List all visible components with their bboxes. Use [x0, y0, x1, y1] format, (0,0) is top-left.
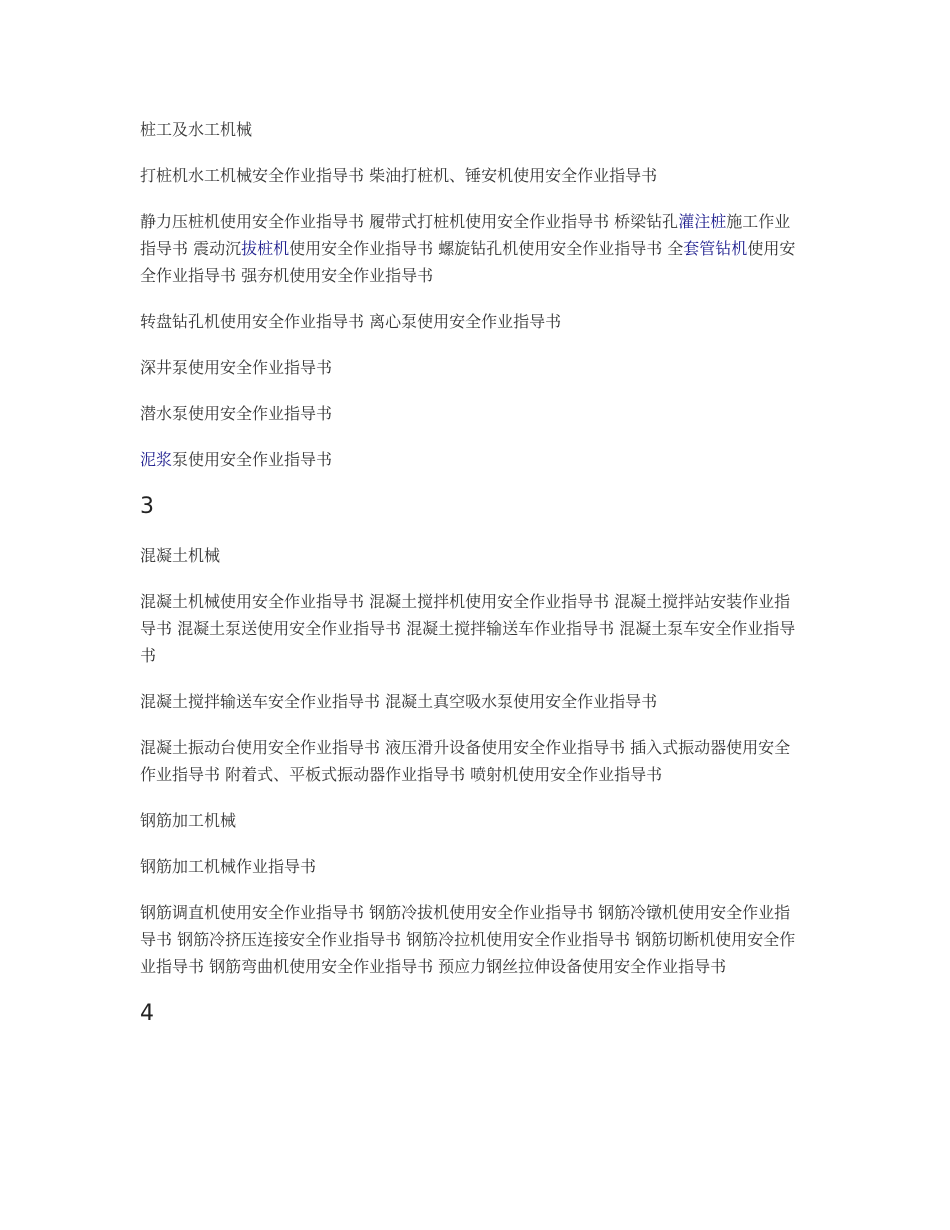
section-heading-concrete: 混凝土机械: [140, 546, 221, 565]
document-content: [140, 116, 805, 1049]
paragraph-pile-machines: [140, 208, 805, 289]
paragraph-deep-well-pump: 深井泵使用安全作业指导书: [140, 358, 333, 377]
paragraph-rebar-machines: 钢筋调直机使用安全作业指导书 钢筋冷拔机使用安全作业指导书 钢筋冷镦机使用安全作业指导书 钢筋冷挤压连接安全作业指导书 钢筋冷拉机使用安全作业指导书 钢筋切断机使用安全作业指导书 钢筋弯曲机使用安全作业指导书 预应力钢丝拉伸设备使用安全作业指导书: [140, 903, 796, 976]
paragraph-concrete-truck: 混凝土搅拌输送车安全作业指导书 混凝土真空吸水泵使用安全作业指导书: [140, 692, 658, 711]
section-heading-pile-water: 桩工及水工机械: [140, 120, 253, 139]
text-segment: 泵使用安全作业指导书: [172, 450, 333, 469]
link-mud[interactable]: 泥浆: [140, 450, 173, 469]
paragraph-concrete-vibrator: 混凝土振动台使用安全作业指导书 液压滑升设备使用安全作业指导书 插入式振动器使用安全作业指导书 附着式、平板式振动器作业指导书 喷射机使用安全作业指导书: [140, 738, 791, 784]
link-pile-extractor[interactable]: 拔桩机: [241, 239, 290, 258]
page-number: 4: [140, 1001, 154, 1026]
paragraph-rotary-drill: 转盘钻孔机使用安全作业指导书 离心泵使用安全作业指导书: [140, 312, 562, 331]
text-segment: 使用安全作业指导书 强夯机使用安全作业指导书: [140, 239, 796, 285]
page-number: 3: [140, 494, 154, 519]
link-cast-in-place-pile[interactable]: 灌注桩: [678, 212, 727, 231]
section-heading-rebar: 钢筋加工机械: [140, 811, 237, 830]
text-segment: 静力压桩机使用安全作业指导书 履带式打桩机使用安全作业指导书 桥梁钻孔: [140, 212, 679, 231]
text-segment: 使用安全作业指导书 螺旋钻孔机使用安全作业指导书 全: [289, 239, 684, 258]
text-segment: 施工作业指导书 震动沉: [140, 212, 791, 258]
link-casing-drill[interactable]: 套管钻机: [683, 239, 748, 258]
paragraph-submersible-pump: 潜水泵使用安全作业指导书: [140, 404, 333, 423]
paragraph-mud-pump: [140, 446, 805, 473]
paragraph-pile-driver: 打桩机水工机械安全作业指导书 柴油打桩机、锤安机使用安全作业指导书: [140, 166, 658, 185]
paragraph-rebar-guide: 钢筋加工机械作业指导书: [140, 857, 317, 876]
paragraph-concrete-machines: 混凝土机械使用安全作业指导书 混凝土搅拌机使用安全作业指导书 混凝土搅拌站安装作业指导书 混凝土泵送使用安全作业指导书 混凝土搅拌输送车作业指导书 混凝土泵车安全作业指导书: [140, 592, 796, 665]
